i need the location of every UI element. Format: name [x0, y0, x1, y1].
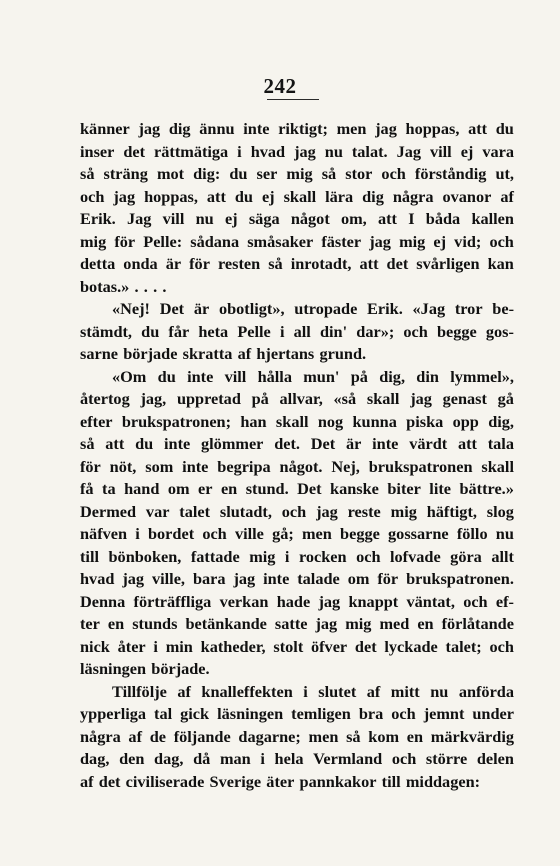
text-line: efter brukspatronen; han skall nog kunna piska opp dig, [80, 411, 514, 431]
text-line: sarne började skratta af hjertans grund. [80, 344, 367, 363]
text-line: detta onda är för resten så inrotadt, att det svårligen kan [80, 254, 514, 273]
text-line: några af de följande dagarne; men så kom en märkvärdig [80, 726, 514, 746]
text-line: läsningen började. [80, 659, 210, 678]
page-number: 242 [263, 74, 297, 98]
text-line: Dermed var talet slutadt, och jag reste mig häftigt, slog [80, 501, 514, 521]
text-line: få ta hand om er en stund. Det kanske biter lite bättre.» [80, 479, 514, 498]
text-line: till bönboken, fattade mig i rocken och lofvade göra allt [80, 546, 514, 566]
text-line: mig för Pelle: sådana småsaker fäster jag mig ej vid; och [80, 231, 514, 251]
paragraph [80, 366, 514, 681]
text-line: ter en stunds betänkande satte jag mig med en förlåtande [80, 614, 514, 633]
text-line: Erik. Jag vill nu ej säga något om, att I båda kallen [80, 209, 514, 228]
text-line: så sträng mot dig: du ser mig så stor och förståndig ut, [80, 164, 514, 183]
text-line: ypperliga tal gick läsningen temligen bra och jemnt under [80, 704, 514, 723]
paragraph [80, 298, 514, 366]
paragraph [80, 681, 514, 794]
text-line: känner jag dig ännu inte riktigt; men jag hoppas, att du [80, 119, 514, 138]
text-line: inser det rättmätiga i hvad jag nu talat. Jag vill ej vara [80, 141, 514, 161]
text-line: och jag hoppas, att du ej skall lära dig några ovanor af [80, 186, 514, 206]
text-line: Denna förträffliga verkan hade jag knappt väntat, och ef- [80, 591, 514, 611]
text-line: af det civiliserade Sverige äter pannkakor till middagen: [80, 771, 481, 791]
body-text [80, 118, 514, 793]
text-line: stämdt, du får heta Pelle i all din' dar»; och begge gos- [80, 321, 514, 341]
text-line: hvad jag ville, bara jag inte talade om för brukspatronen. [80, 569, 514, 588]
text-line: Tillfölje af knalleffekten i slutet af mitt nu anförda [112, 681, 514, 701]
text-line: «Om du inte vill hålla mun' på dig, din lymmel», [112, 366, 514, 386]
text-line: återtog jag, uppretad på allvar, «så skall jag genast gå [80, 389, 514, 408]
text-line: dag, den dag, då man i hela Vermland och större delen [80, 749, 514, 768]
text-line: nick åter i min katheder, stolt öfver det lyckade talet; och [80, 636, 514, 656]
text-line: för nöt, som inte begripa något. Nej, brukspatronen skall [80, 456, 514, 476]
text-line: botas.» . . . . [80, 276, 167, 296]
page-number-rule [267, 99, 319, 100]
paragraph [80, 118, 514, 298]
text-line: näfven i bordet och ville gå; men begge gossarne föllo nu [80, 524, 514, 543]
text-line: «Nej! Det är obotligt», utropade Erik. «Jag tror be- [112, 299, 514, 318]
text-line: så att du inte glömmer det. Det är inte värdt att tala [80, 434, 514, 453]
